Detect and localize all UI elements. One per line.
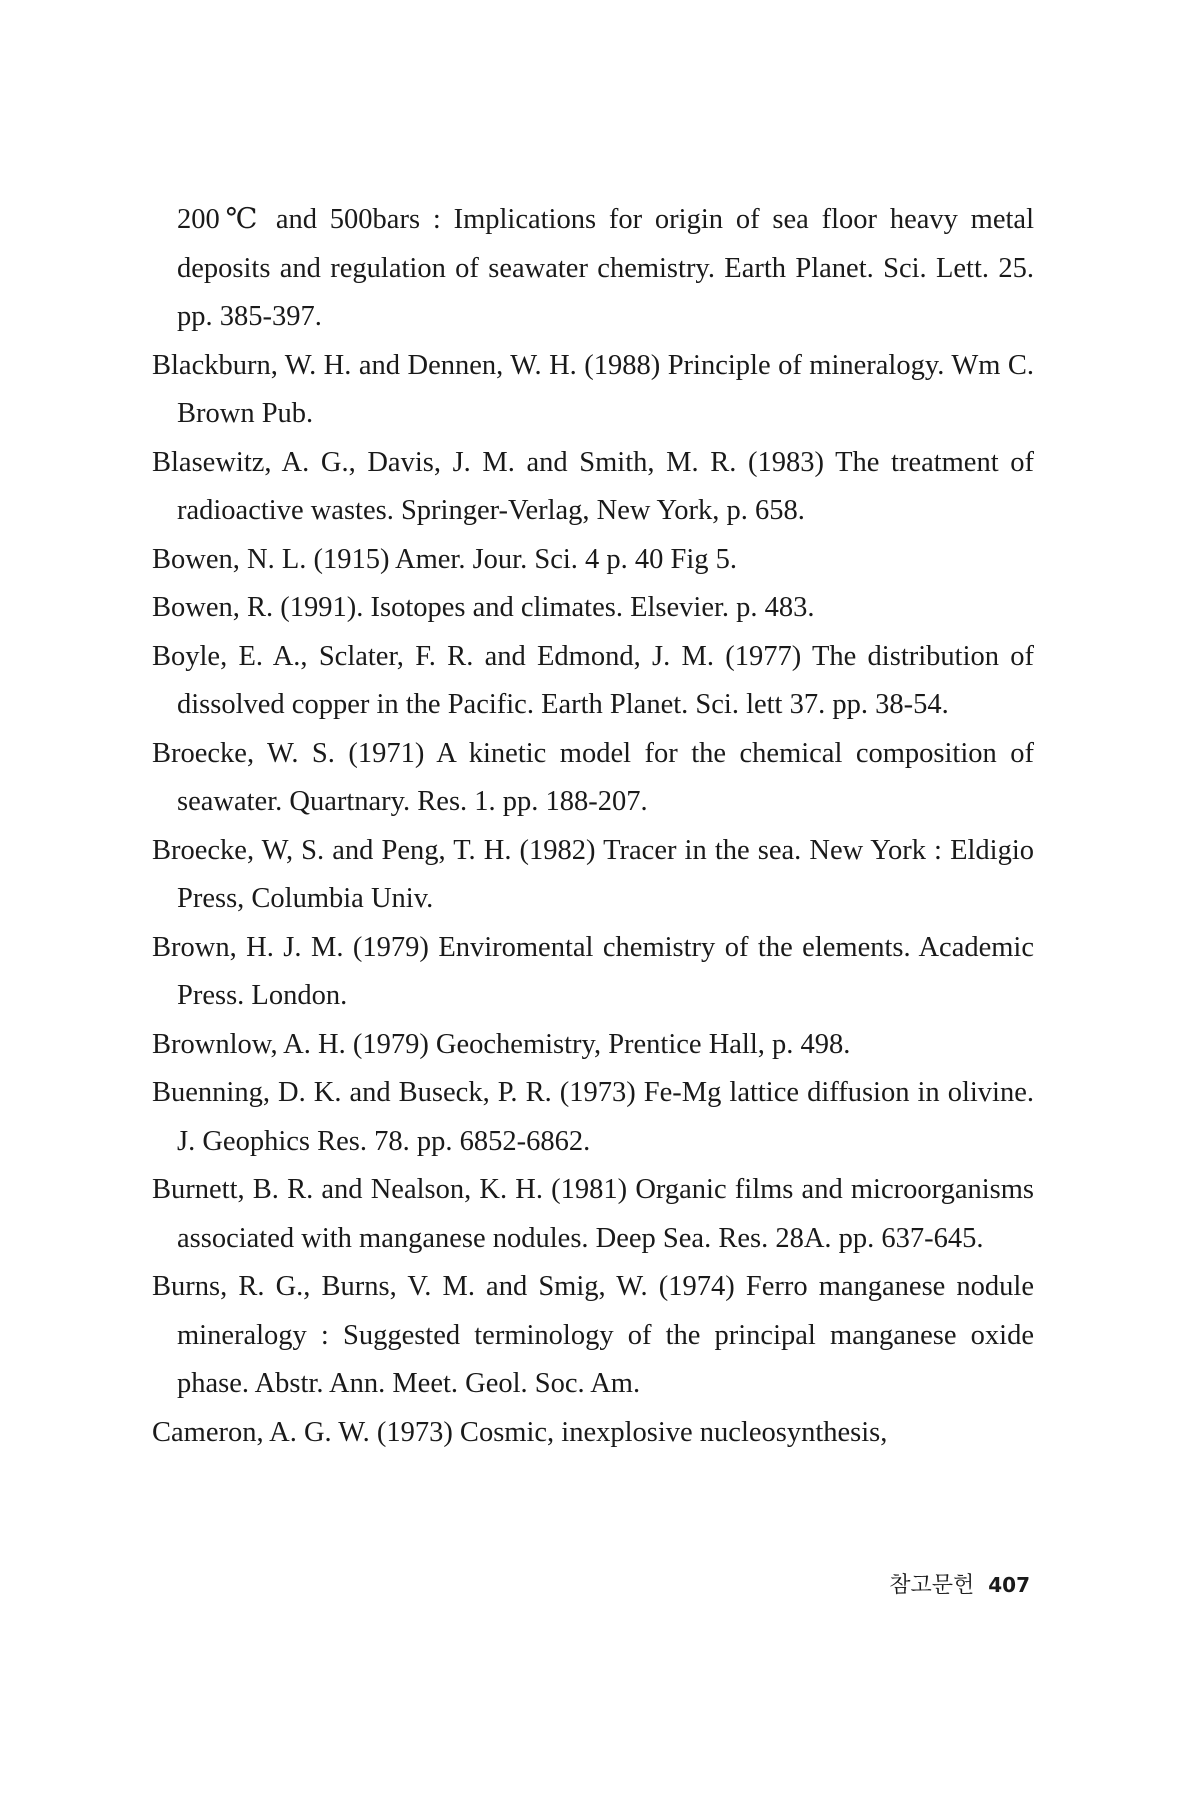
- reference-entry: Brownlow, A. H. (1979) Geochemistry, Prentice Hall, p. 498.: [152, 1028, 851, 1060]
- reference-entry: Burnett, B. R. and Nealson, K. H. (1981) Organic films and microorganisms associated with manganese nodules. Deep Sea. Res. 28A. pp. 637-645.: [152, 1174, 1034, 1254]
- page-number: 407: [988, 1573, 1030, 1597]
- reference-entry: Boyle, E. A., Sclater, F. R. and Edmond, J. M. (1977) The distribution of dissolved copper in the Pacific. Earth Planet. Sci. lett 37. pp. 38-54.: [152, 640, 1034, 720]
- reference-entry: 200℃ and 500bars : Implications for origin of sea floor heavy metal deposits and regulation of seawater chemistry. Earth Planet. Sci. Lett. 25. pp. 385-397.: [177, 204, 1034, 332]
- reference-page: [152, 196, 1034, 1457]
- reference-entry: Cameron, A. G. W. (1973) Cosmic, inexplosive nucleosynthesis,: [152, 1416, 888, 1448]
- page-footer: [889, 1568, 1030, 1599]
- running-section-title: 참고문헌: [889, 1573, 975, 1598]
- reference-entry: Buenning, D. K. and Buseck, P. R. (1973) Fe-Mg lattice diffusion in olivine. J. Geophics Res. 78. pp. 6852-6862.: [152, 1077, 1034, 1157]
- reference-entry: Blackburn, W. H. and Dennen, W. H. (1988) Principle of mineralogy. Wm C. Brown Pub.: [152, 349, 1034, 429]
- reference-entry: Bowen, R. (1991). Isotopes and climates. Elsevier. p. 483.: [152, 592, 815, 623]
- reference-entry: Burns, R. G., Burns, V. M. and Smig, W. (1974) Ferro manganese nodule mineralogy : Suggested terminology of the principal manganese oxide phase. Abstr. Ann. Meet. Geol. Soc. Am.: [152, 1271, 1034, 1399]
- reference-entry: Broecke, W. S. (1971) A kinetic model for the chemical composition of seawater. Quartnary. Res. 1. pp. 188-207.: [152, 737, 1034, 817]
- reference-entry: Broecke, W, S. and Peng, T. H. (1982) Tracer in the sea. New York : Eldigio Press, Columbia Univ.: [152, 834, 1034, 914]
- reference-entry: Blasewitz, A. G., Davis, J. M. and Smith, M. R. (1983) The treatment of radioactive wastes. Springer-Verlag, New York, p. 658.: [152, 446, 1034, 526]
- reference-entry: Bowen, N. L. (1915) Amer. Jour. Sci. 4 p. 40 Fig 5.: [152, 543, 738, 575]
- reference-entry: Brown, H. J. M. (1979) Enviromental chemistry of the elements. Academic Press. London.: [152, 931, 1034, 1011]
- reference-list: [152, 196, 1034, 1457]
